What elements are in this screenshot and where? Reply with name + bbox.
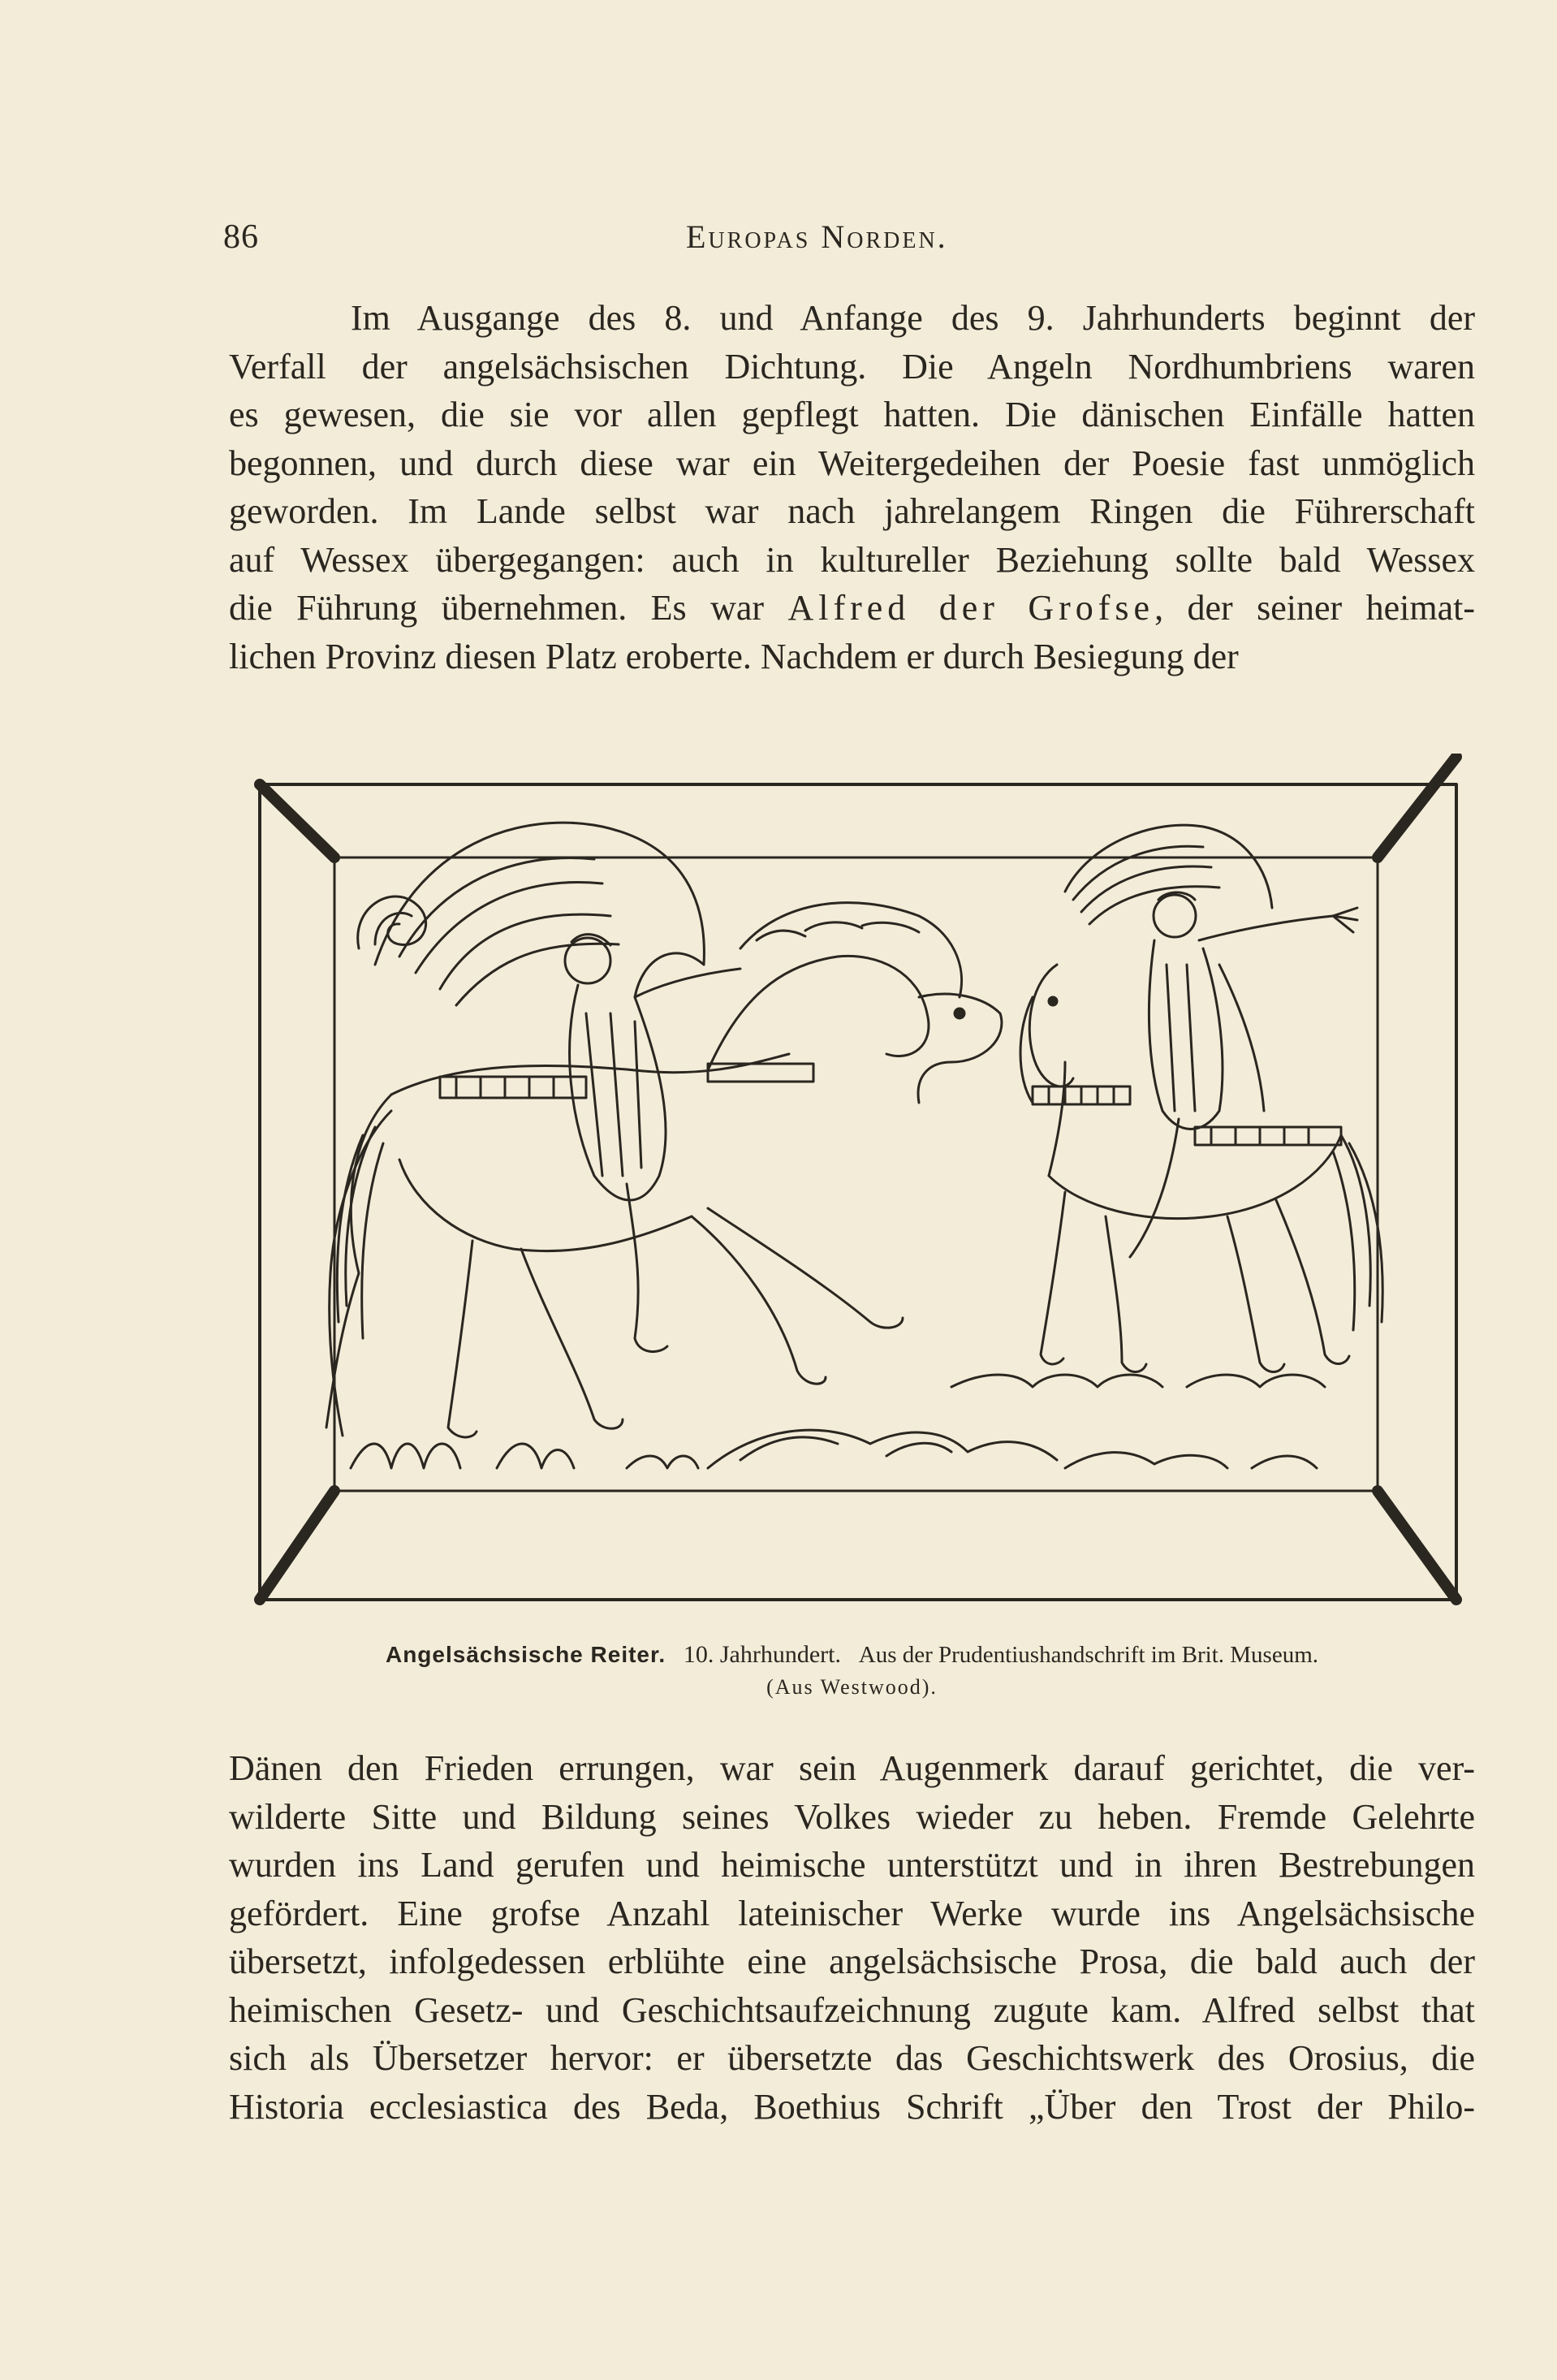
- text-line: begonnen, und durch diese war ein Weitergedeihen der Poesie fast unmöglich: [229, 443, 1475, 483]
- text-line: heimischen Gesetz- und Geschichtsaufzeichnung zugute kam. Alfred selbst that: [229, 1989, 1475, 2030]
- text-line: gefördert. Eine grofse Anzahl lateinischer Werke wurde ins Angelsächsische: [229, 1893, 1475, 1933]
- text-line: auf Wessex übergegangen: auch in kultureller Beziehung sollte bald Wessex: [229, 539, 1475, 580]
- text-line: lichen Provinz diesen Platz eroberte. Nachdem er durch Besiegung der: [229, 636, 1239, 676]
- caption-credit: (Aus Westwood).: [766, 1675, 938, 1699]
- running-title: Europas Norden.: [686, 218, 948, 255]
- paragraph-top: [229, 294, 1475, 680]
- caption-title: Angelsächsische Reiter.: [385, 1642, 666, 1667]
- illustration-anglo-saxon-riders: [253, 754, 1463, 1606]
- running-head: [223, 218, 1473, 266]
- text-line: Dänen den Frieden errungen, war sein Augenmerk darauf gerichtet, die ver-: [229, 1748, 1475, 1788]
- frame: [260, 757, 1456, 1600]
- text-line: Im Ausgange des 8. und Anfange des 9. Jahrhunderts beginnt der: [351, 298, 1475, 338]
- text-line: geworden. Im Lande selbst war nach jahrelangem Ringen die Führerschaft: [229, 491, 1475, 531]
- text-line: wilderte Sitte und Bildung seines Volkes wieder zu heben. Fremde Gelehrte: [229, 1796, 1475, 1837]
- caption-date: 10. Jahrhundert.: [683, 1641, 841, 1668]
- paragraph-bottom: [229, 1744, 1475, 2131]
- left-rider: [326, 823, 1002, 1437]
- right-rider: [1020, 825, 1382, 1371]
- text-line-with-name: [229, 584, 1475, 633]
- figure-caption: [229, 1639, 1475, 1704]
- ground-waves: [351, 1375, 1325, 1468]
- text-fragment: , der seiner heimat-: [1154, 588, 1476, 628]
- text-line: wurden ins Land gerufen und heimische unterstützt und in ihren Bestrebungen: [229, 1845, 1475, 1885]
- text-line: es gewesen, die sie vor allen gepflegt hatten. Die dänischen Einfälle hatten: [229, 395, 1475, 434]
- text-line: sich als Übersetzer hervor: er übersetzte das Geschichtswerk des Orosius, die: [229, 2038, 1475, 2078]
- caption-source: Aus der Prudentiushandschrift im Brit. Museum.: [858, 1642, 1319, 1668]
- text-fragment: die Führung übernehmen. Es war: [229, 588, 788, 628]
- text-line: übersetzt, infolgedessen erblühte eine angelsächsische Prosa, die bald auch der: [229, 1942, 1475, 1981]
- text-line: Historia ecclesiastica des Beda, Boethius Schrift „Über den Trost der Philo-: [229, 2086, 1475, 2127]
- text-line: Verfall der angelsächsischen Dichtung. Die Angeln Nordhumbriens waren: [229, 346, 1475, 387]
- page-number: 86: [223, 218, 259, 256]
- person-name-alfred: Alfred der Grofse: [787, 588, 1155, 628]
